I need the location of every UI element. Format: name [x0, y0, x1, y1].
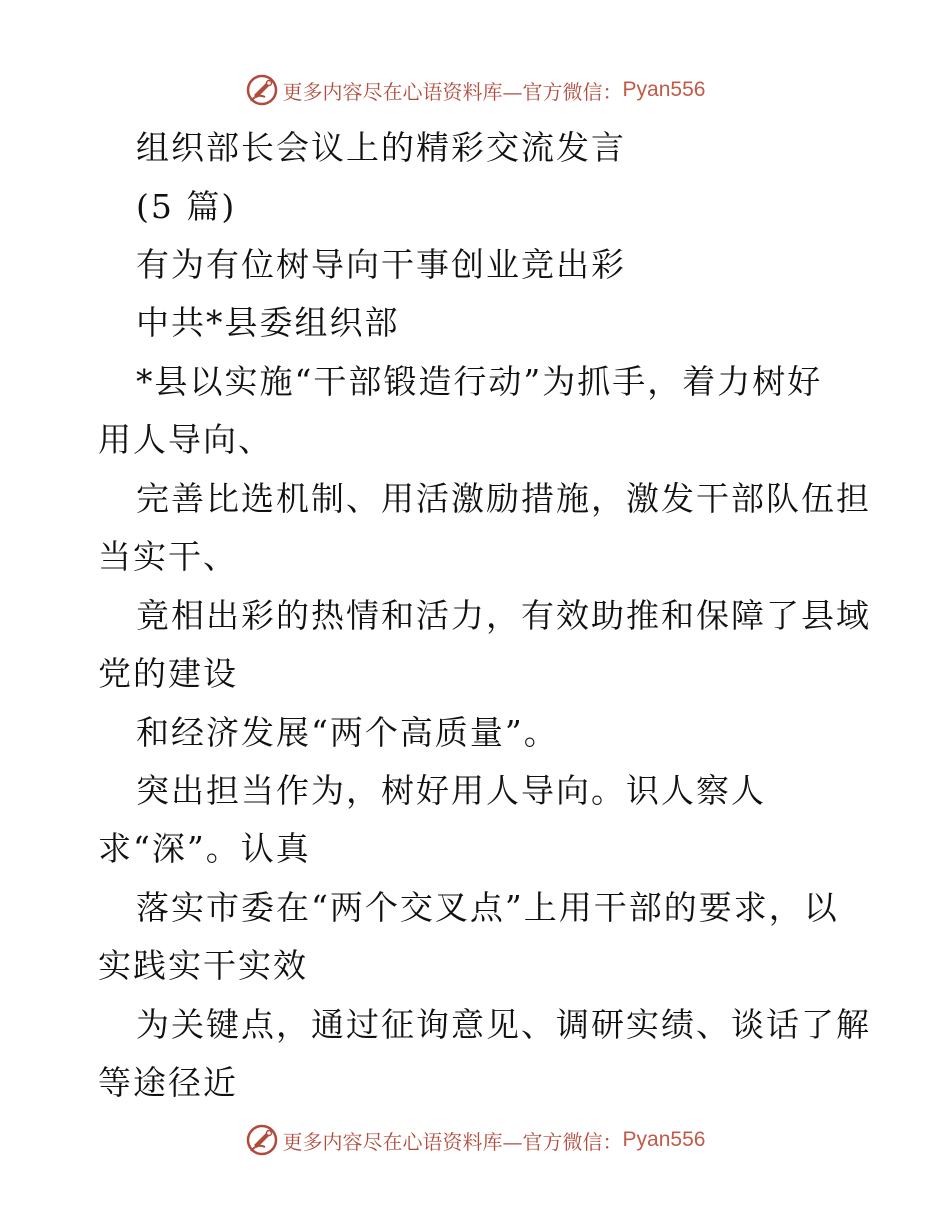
watermark-wechat-id: Pyan556	[622, 1128, 706, 1151]
section-author: 中共*县委组织部	[136, 303, 400, 342]
seal-logo-icon	[245, 1123, 279, 1157]
watermark-text: 更多内容尽在心语资料库—官方微信：	[282, 79, 623, 104]
section-title: 有为有位树导向干事创业竞出彩	[136, 245, 626, 284]
footer-watermark	[0, 1120, 950, 1160]
watermark-text: 更多内容尽在心语资料库—官方微信：	[282, 1129, 623, 1154]
watermark-wechat-id: Pyan556	[622, 78, 706, 101]
paragraph-line: 党的建设	[98, 654, 238, 693]
paragraph-line: 当实干、	[98, 537, 238, 576]
paragraph-line: 竟相出彩的热情和活力，有效助推和保障了县域	[136, 596, 871, 635]
document-title: 组织部长会议上的精彩交流发言	[136, 128, 626, 167]
paragraph-line: 用人导向、	[98, 420, 273, 459]
paragraph-line: 等途径近	[98, 1063, 238, 1102]
paragraph-line: 落实市委在“两个交叉点”上用干部的要求，以	[136, 888, 839, 927]
paragraph-line: *县以实施“干部锻造行动”为抓手，着力树好	[136, 362, 823, 401]
document-subtitle: (5 篇)	[136, 187, 237, 226]
paragraph-line: 实践实干实效	[98, 946, 308, 985]
seal-logo-icon	[245, 73, 279, 107]
header-watermark	[0, 70, 950, 110]
paragraph-line: 突出担当作为，树好用人导向。识人察人	[136, 771, 766, 810]
paragraph-line: 完善比选机制、用活激励措施，激发干部队伍担	[136, 479, 871, 518]
paragraph-line: 和经济发展“两个高质量”。	[136, 713, 559, 752]
paragraph-line: 求“深”。认真	[98, 829, 311, 868]
paragraph-line: 为关键点，通过征询意见、调研实绩、谈话了解	[136, 1005, 871, 1044]
